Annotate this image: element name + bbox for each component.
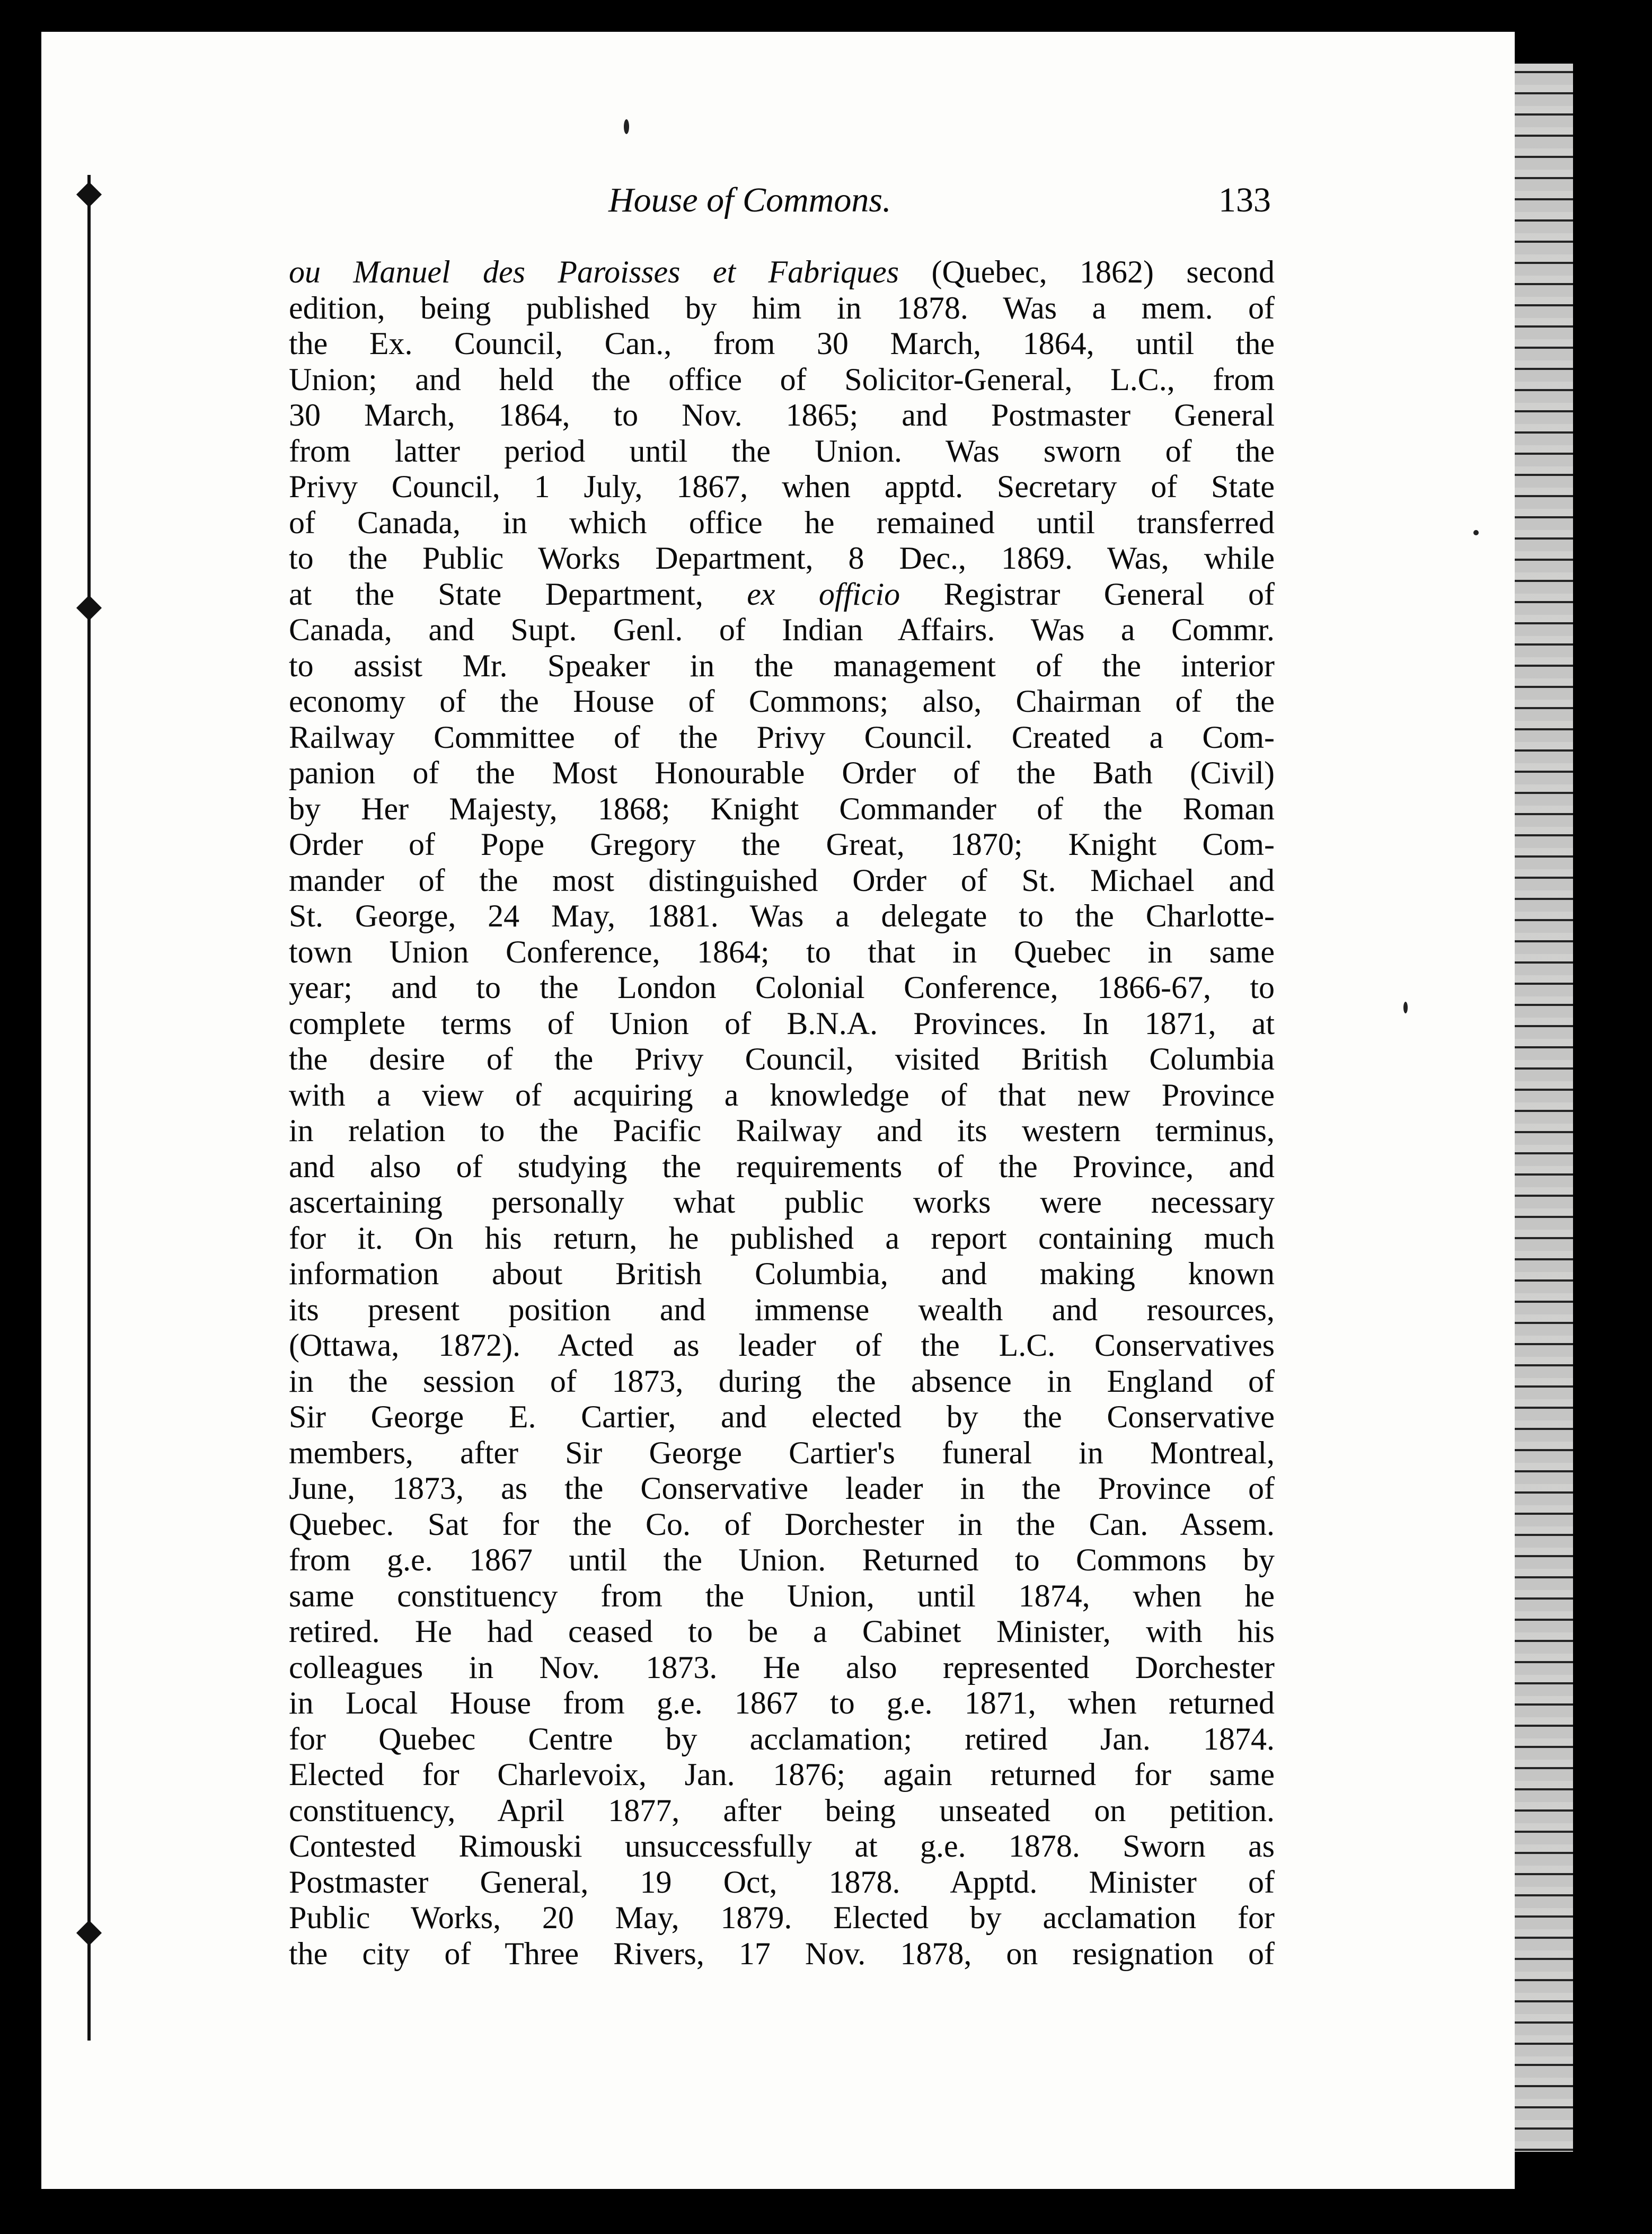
text-segment: members, after Sir George Cartier's funeral in Montreal, [289,1435,1275,1470]
text-segment: Postmaster General, 19 Oct, 1878. Apptd. Minister of [289,1864,1275,1900]
text-line [289,1006,1275,1042]
text-line [289,827,1275,863]
text-line [289,398,1275,434]
text-line [289,1900,1275,1936]
text-line [289,1507,1275,1543]
text-line [289,1292,1275,1328]
text-segment: Public Works, 20 May, 1879. Elected by acclamation for [289,1900,1275,1935]
running-head: House of Commons. [608,181,891,219]
text-line [289,541,1275,577]
text-line [289,1865,1275,1901]
text-line [289,684,1275,720]
text-line [289,434,1275,470]
text-segment: colleagues in Nov. 1873. He also represented Dorchester [289,1649,1275,1685]
text-segment: Contested Rimouski unsuccessfully at g.e. 1878. Sworn as [289,1829,1275,1864]
text-segment: information about British Columbia, and making known [289,1256,1275,1291]
text-line [289,648,1275,684]
text-segment: mander of the most distinguished Order of St. Michael and [289,862,1275,898]
text-line [289,755,1275,791]
text-segment: from latter period until the Union. Was sworn of the [289,433,1275,469]
text-segment: the Ex. Council, Can., from 30 March, 1864, until the [289,326,1275,361]
text-segment: to assist Mr. Speaker in the management of the interior [289,648,1275,683]
text-segment: at the State Department, [289,576,747,612]
text-line [289,290,1275,326]
text-line [289,1650,1275,1686]
text-line [289,1113,1275,1149]
print-speck [1403,1002,1408,1013]
text-segment: St. George, 24 May, 1881. Was a delegate to the Charlotte- [289,898,1275,933]
text-line [289,970,1275,1006]
text-segment: the desire of the Privy Council, visited British Columbia [289,1041,1275,1076]
text-segment: Union; and held the office of Solicitor-General, L.C., from [289,361,1275,397]
text-segment: retired. He had ceased to be a Cabinet Minister, with his [289,1614,1275,1649]
left-margin-rule [87,175,91,2041]
text-line [289,1721,1275,1758]
text-segment: economy of the House of Commons; also, Chairman of the [289,684,1275,719]
text-segment: by Her Majesty, 1868; Knight Commander of the Roman [289,791,1275,826]
text-line [289,1793,1275,1829]
text-line [289,1435,1275,1471]
text-segment: Sir George E. Cartier, and elected by the Conservative [289,1399,1275,1434]
text-segment: Elected for Charlevoix, Jan. 1876; again returned for same [289,1757,1275,1792]
text-line [289,1757,1275,1793]
text-line [289,1221,1275,1257]
text-segment: in Local House from g.e. 1867 to g.e. 1871, when returned [289,1685,1275,1720]
text-segment: with a view of acquiring a knowledge of that new Province [289,1077,1275,1112]
text-line [289,1364,1275,1400]
text-segment: in the session of 1873, during the absence in England of [289,1363,1275,1399]
text-segment: (Ottawa, 1872). Acted as leader of the L.C. Conservatives [289,1328,1275,1363]
text-line [289,612,1275,648]
italic-text: ex officio [747,576,900,612]
text-segment: from g.e. 1867 until the Union. Returned to Commons by [289,1542,1275,1577]
text-line [289,1328,1275,1364]
page-number: 133 [1218,181,1271,219]
text-line [289,898,1275,934]
text-segment: for it. On his return, he published a report containing much [289,1220,1275,1256]
text-line [289,1614,1275,1650]
text-line [289,362,1275,398]
text-line [289,1149,1275,1185]
text-line [289,720,1275,756]
text-segment: Order of Pope Gregory the Great, 1870; Knight Com- [289,827,1275,862]
text-segment: (Quebec, 1862) second [899,254,1275,289]
text-segment: Registrar General of [900,576,1275,612]
text-segment: 30 March, 1864, to Nov. 1865; and Postmaster General [289,398,1275,432]
text-segment: ascertaining personally what public works were necessary [289,1185,1275,1220]
text-segment: Railway Committee of the Privy Council. Created a Com- [289,719,1275,755]
text-line [289,1471,1275,1507]
text-line [289,1399,1275,1435]
text-segment: June, 1873, as the Conservative leader in the Province of [289,1471,1275,1506]
text-segment: Privy Council, 1 July, 1867, when apptd. Secretary of State [289,469,1275,504]
text-segment: year; and to the London Colonial Conference, 1866-67, to [289,970,1275,1005]
text-segment: its present position and immense wealth and resources, [289,1292,1275,1327]
text-segment: for Quebec Centre by acclamation; retired Jan. 1874. [289,1721,1275,1756]
text-line [289,1542,1275,1578]
text-segment: constituency, April 1877, after being unseated on petition. [289,1793,1275,1828]
text-line [289,469,1275,505]
text-line [289,1256,1275,1292]
text-line [289,326,1275,362]
text-segment: edition, being published by him in 1878. Was a mem. of [289,290,1275,325]
text-line [289,1829,1275,1865]
text-line [289,1936,1275,1972]
italic-text: ou Manuel des Paroisses et Fabriques [289,254,899,289]
text-line [289,863,1275,899]
text-segment: Quebec. Sat for the Co. of Dorchester in the Can. Assem. [289,1506,1275,1542]
text-segment: town Union Conference, 1864; to that in Quebec in same [289,934,1275,969]
print-speck [624,119,629,134]
text-segment: complete terms of Union of B.N.A. Provinces. In 1871, at [289,1005,1275,1041]
text-segment: of Canada, in which office he remained until transferred [289,505,1275,540]
text-segment: in relation to the Pacific Railway and its western terminus, [289,1113,1275,1148]
text-line [289,1041,1275,1078]
text-segment: to the Public Works Department, 8 Dec., 1869. Was, while [289,541,1275,576]
text-line [289,1078,1275,1114]
text-segment: and also of studying the requirements of the Province, and [289,1149,1275,1184]
text-segment: the city of Three Rivers, 17 Nov. 1878, on resignation of [289,1936,1275,1971]
page-header [290,180,1271,239]
text-segment: same constituency from the Union, until 1874, when he [289,1578,1275,1613]
page-gutter-edge [1515,64,1573,2152]
text-segment: Canada, and Supt. Genl. of Indian Affairs. Was a Commr. [289,612,1275,647]
text-line [289,577,1275,613]
body-text [289,254,1275,1972]
text-line [289,1185,1275,1221]
text-line [289,791,1275,827]
text-line [289,1578,1275,1614]
text-segment: panion of the Most Honourable Order of the Bath (Civil) [289,755,1275,790]
text-line [289,505,1275,541]
text-line [289,934,1275,970]
text-line [289,254,1275,290]
text-line [289,1685,1275,1721]
print-speck [1473,530,1479,535]
